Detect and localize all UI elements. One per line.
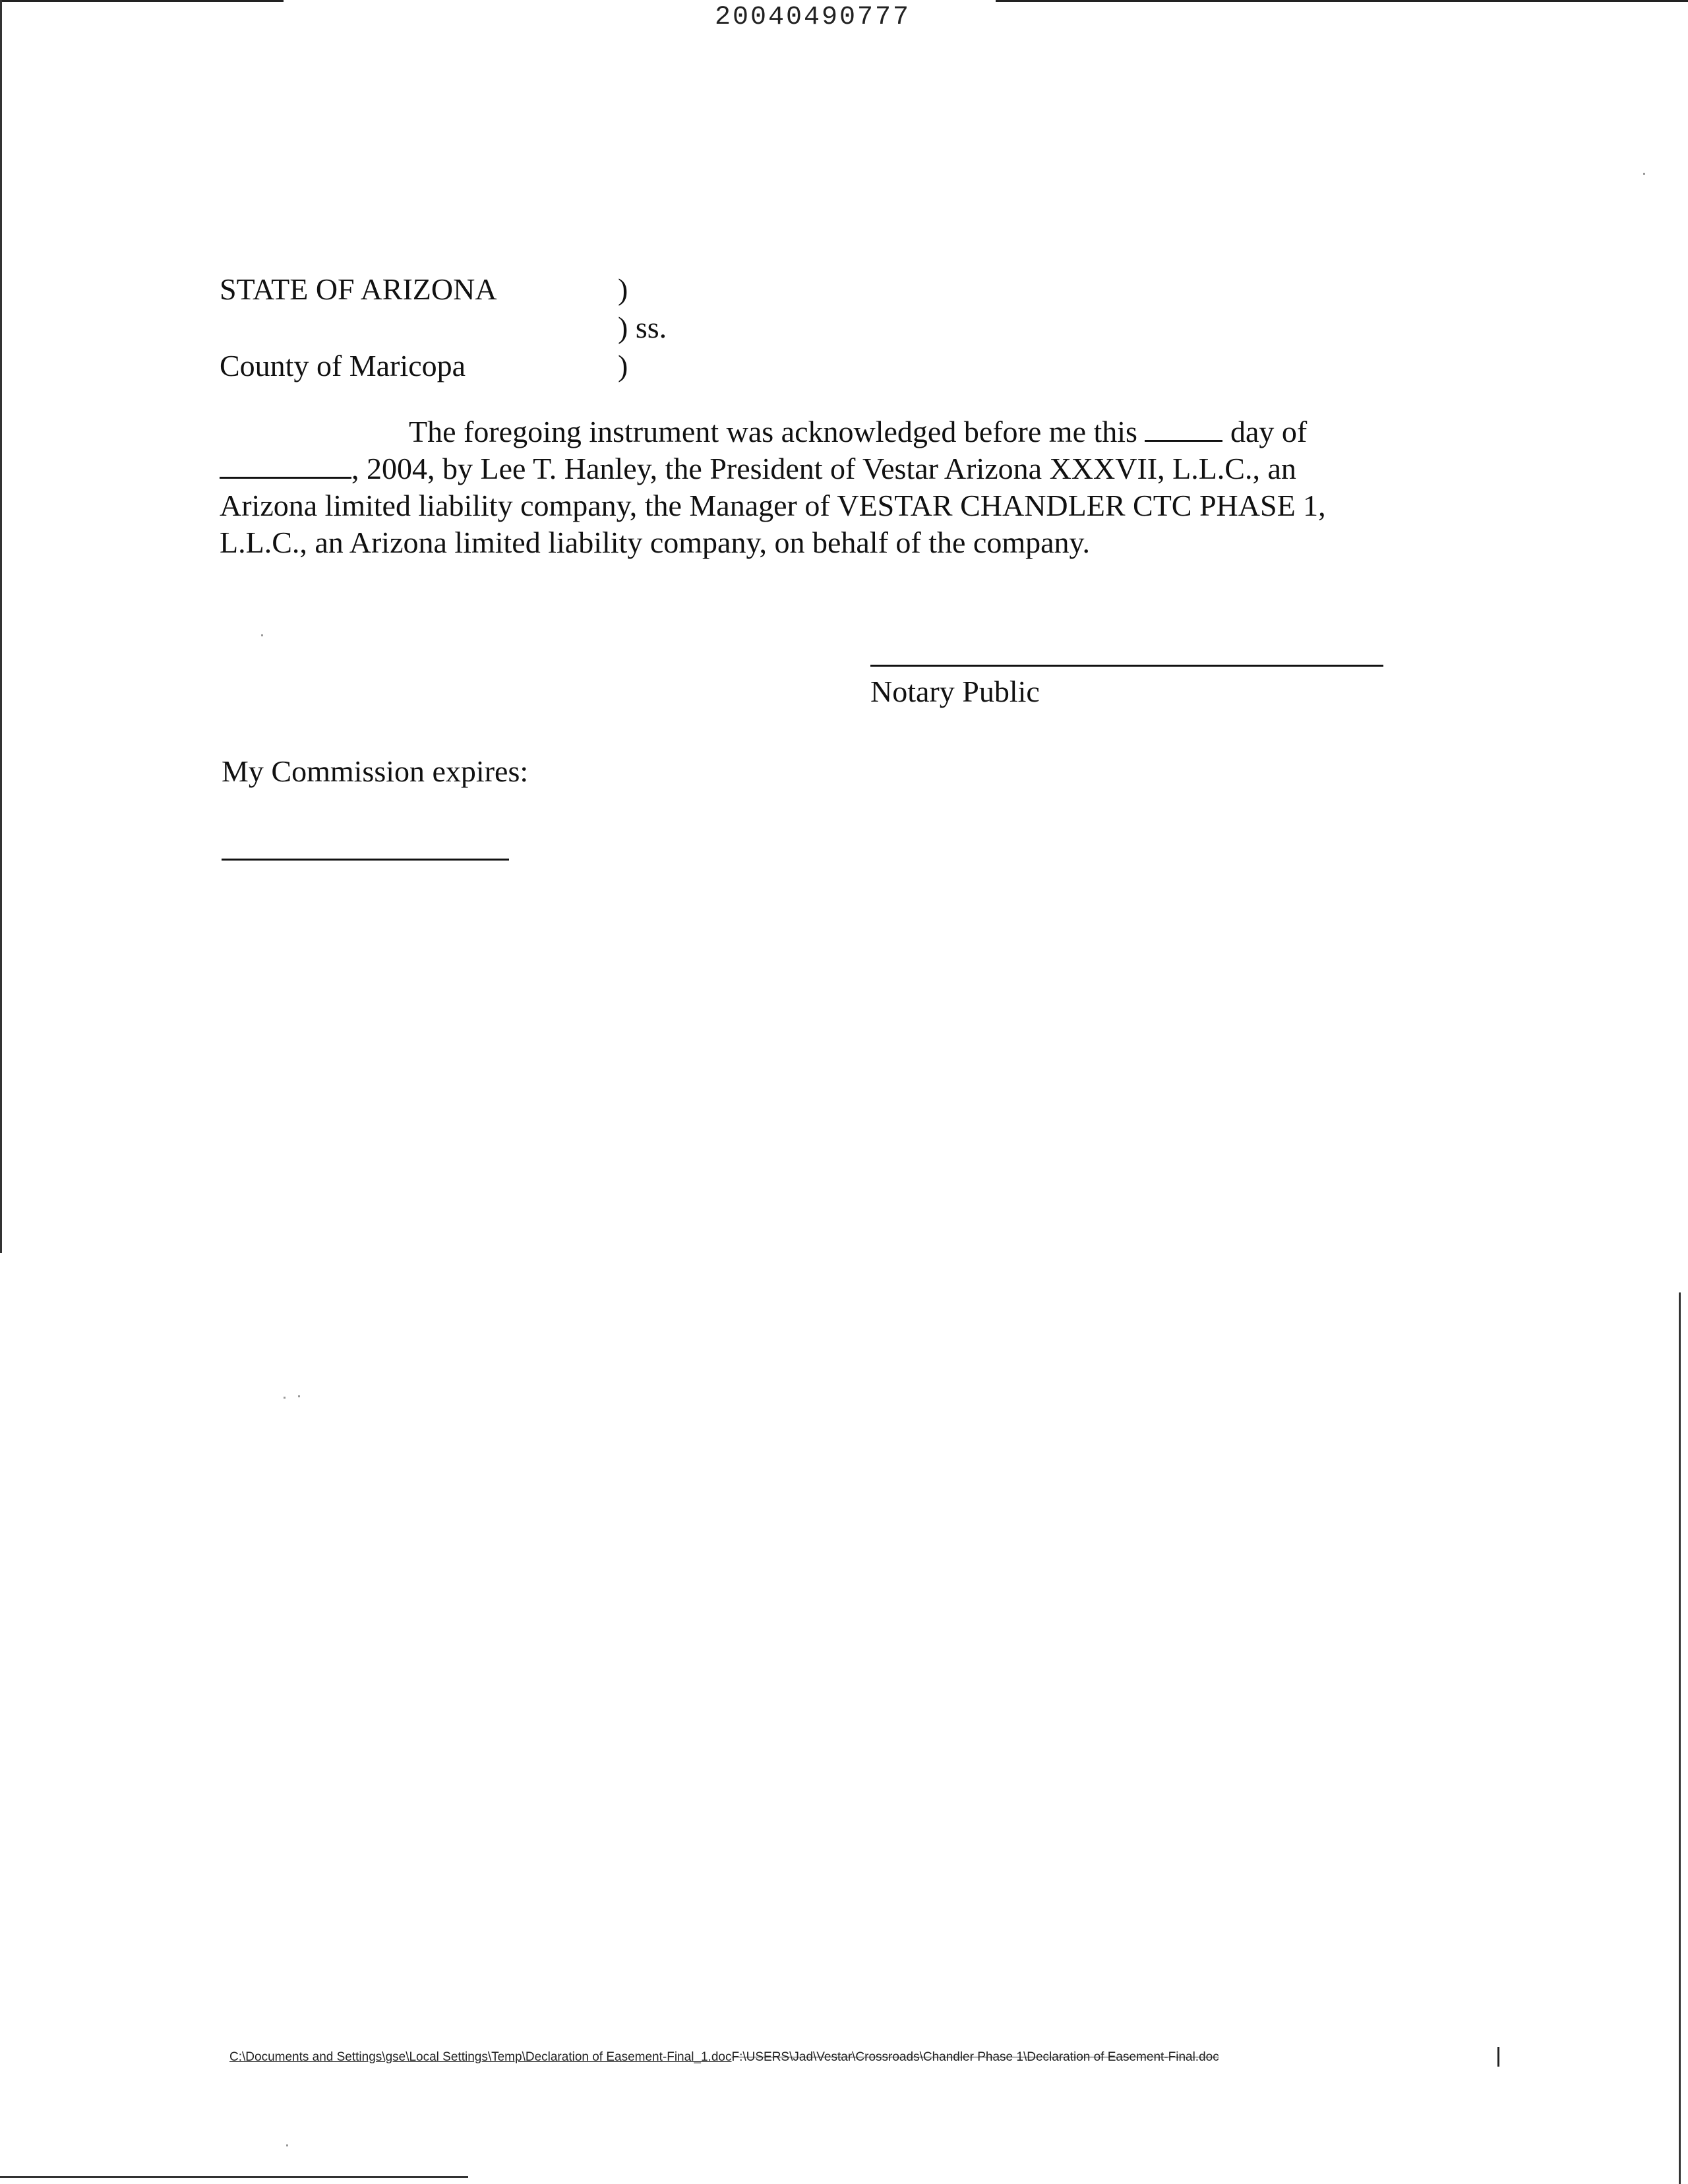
notary-signature-line xyxy=(870,665,1383,667)
notary-public-label: Notary Public xyxy=(870,675,1040,708)
acknowledgment-text: The foregoing instrument was acknowledged before me this xyxy=(409,415,1137,448)
month-blank xyxy=(220,453,351,479)
scan-speck xyxy=(286,2144,288,2146)
file-path-footer xyxy=(229,2050,1219,2065)
state-label: STATE OF ARIZONA xyxy=(220,272,497,306)
acknowledgment-line xyxy=(220,413,1406,450)
scan-border-top-left xyxy=(0,0,284,2)
commission-date-line xyxy=(222,859,509,861)
scan-border-right xyxy=(1679,1292,1681,2184)
scan-speck xyxy=(261,634,263,636)
footer-mark xyxy=(1497,2047,1499,2067)
scan-speck xyxy=(284,1397,286,1399)
venue-ss: ) ss. xyxy=(618,311,667,344)
acknowledgment-text: day of xyxy=(1230,415,1308,448)
commission-expires-label: My Commission expires: xyxy=(222,754,529,788)
file-path-struck: F:\USERS\Jad\Vestar\Crossroads\Chandler Phase 1\Declaration of Easement-Final.doc xyxy=(731,2050,1219,2064)
scan-border-left xyxy=(0,0,2,1253)
recording-number: 20040490777 xyxy=(715,3,911,32)
scan-border-top-right xyxy=(996,0,1688,2)
acknowledgment-text: , 2004, by Lee T. Hanley, the President of Vestar Arizona XXXVII, L.L.C., an xyxy=(351,452,1296,485)
acknowledgment-paragraph xyxy=(220,413,1406,561)
venue-paren: ) xyxy=(618,349,628,382)
scan-speck xyxy=(298,1395,300,1397)
acknowledgment-line: Arizona limited liability company, the Manager of VESTAR CHANDLER CTC PHASE 1, xyxy=(220,489,1326,522)
scan-speck xyxy=(1643,173,1645,175)
county-label: County of Maricopa xyxy=(220,349,466,382)
scan-border-bottom xyxy=(0,2176,468,2178)
day-blank xyxy=(1145,416,1222,442)
file-path-current: C:\Documents and Settings\gse\Local Settings\Temp\Declaration of Easement-Final_1.doc xyxy=(229,2050,732,2064)
acknowledgment-line: L.L.C., an Arizona limited liability company, on behalf of the company. xyxy=(220,526,1091,559)
venue-paren: ) xyxy=(618,272,628,306)
acknowledgment-line xyxy=(220,450,1406,487)
